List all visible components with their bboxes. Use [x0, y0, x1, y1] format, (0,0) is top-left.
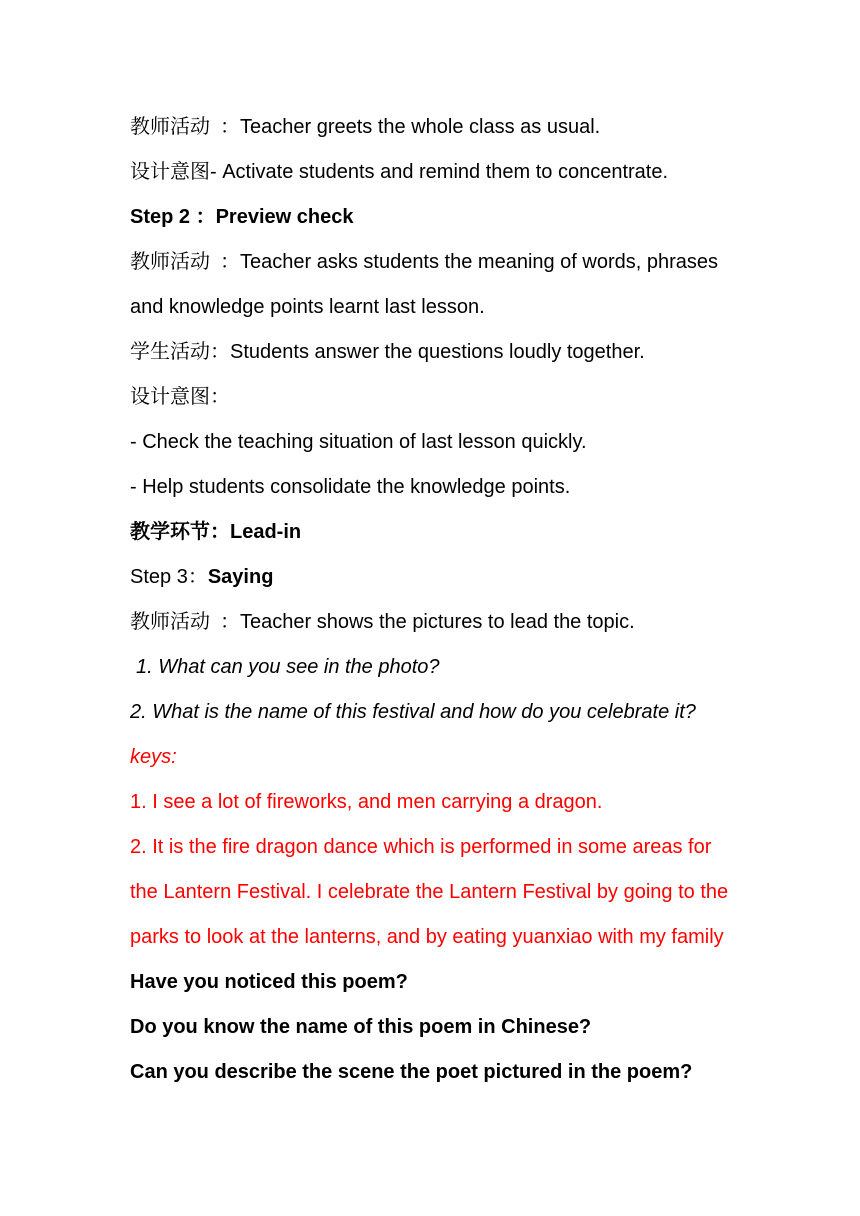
answer-2-line-1: 2. It is the fire dragon dance which is performed in some areas for	[130, 836, 712, 858]
design-intent-activate: 设计意图- Activate students and remind them to concentrate.	[130, 161, 669, 183]
question-2: 2. What is the name of this festival and how do you celebrate it?	[130, 701, 696, 723]
step-3-heading	[130, 555, 740, 600]
step-3-prefix: Step 3：	[130, 566, 208, 588]
teacher-activity-label: 教师活动	[130, 251, 210, 273]
document-body	[130, 105, 740, 1095]
poem-question-1: Have you noticed this poem?	[130, 971, 408, 993]
poem-question-2: Do you know the name of this poem in Chinese?	[130, 1016, 592, 1038]
teacher-activity-label: 教师活动	[130, 116, 210, 138]
design-intent-label: 设计意图：	[130, 386, 230, 408]
poem-question-3: Can you describe the scene the poet pictured in the poem?	[130, 1061, 693, 1083]
teacher-activity-preview	[130, 240, 740, 285]
teaching-section-lead-in: 教学环节：Lead-in	[130, 521, 302, 543]
answer-1: 1. I see a lot of fireworks, and men carrying a dragon.	[130, 791, 603, 813]
design-intent-item-2: - Help students consolidate the knowledge points.	[130, 476, 571, 498]
answer-2-line-3: parks to look at the lanterns, and by eating yuanxiao with my family	[130, 926, 724, 948]
student-activity: 学生活动：Students answer the questions loudly together.	[130, 341, 645, 363]
teacher-activity-greeting	[130, 105, 740, 150]
step-2-heading: Step 2 ：Preview check	[130, 206, 354, 228]
teacher-activity-label: 教师活动	[130, 611, 210, 633]
teacher-activity-text: ：Teacher greets the whole class as usual.	[220, 116, 601, 138]
question-1: 1. What can you see in the photo?	[136, 656, 440, 678]
step-3-title: Saying	[207, 566, 274, 588]
design-intent-item-1: - Check the teaching situation of last lesson quickly.	[130, 431, 587, 453]
teacher-activity-text: ：Teacher asks students the meaning of words, phrases	[220, 251, 719, 273]
teacher-activity-pictures	[130, 600, 740, 645]
teacher-activity-preview-cont: and knowledge points learnt last lesson.	[130, 296, 485, 318]
teacher-activity-text: ：Teacher shows the pictures to lead the topic.	[220, 611, 635, 633]
answer-2-line-2: the Lantern Festival. I celebrate the Lantern Festival by going to the	[130, 881, 729, 903]
keys-label: keys:	[130, 746, 177, 768]
